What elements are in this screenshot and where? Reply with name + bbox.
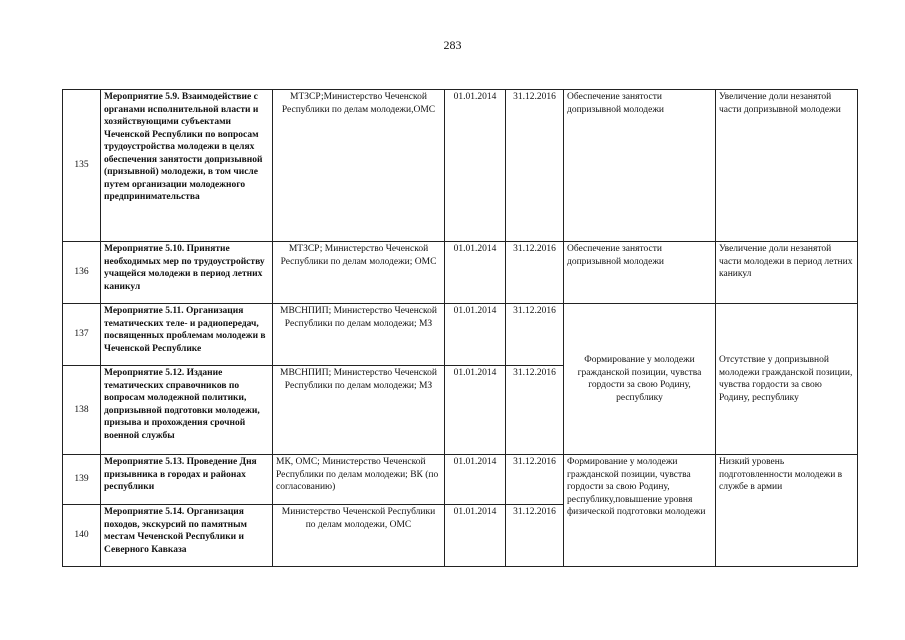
start-date-cell: 01.01.2014 [445, 505, 506, 567]
end-date-cell: 31.12.2016 [506, 90, 564, 242]
event-cell: Мероприятие 5.11. Организация тематических теле- и радиопередач, посвященных проблемам молодежи в Чеченской Республике [101, 304, 273, 366]
row-number: 136 [63, 242, 101, 304]
indicator-cell: Увеличение доли незанятой части молодежи в период летних каникул [716, 242, 858, 304]
merged-result-cell: Формирование у молодежи гражданской позиции, чувства гордости за свою Родину, республику,повышение уровня физической подготовки молодежи [564, 455, 716, 567]
event-cell: Мероприятие 5.14. Организация походов, экскурсий по памятным местам Чеченской Республики и Северного Кавказа [101, 505, 273, 567]
start-date-cell: 01.01.2014 [445, 90, 506, 242]
start-date-cell: 01.01.2014 [445, 242, 506, 304]
row-number: 140 [63, 505, 101, 567]
table-row-136 [63, 242, 858, 304]
row-number: 138 [63, 366, 101, 455]
start-date-cell: 01.01.2014 [445, 455, 506, 505]
end-date-cell: 31.12.2016 [506, 455, 564, 505]
end-date-cell: 31.12.2016 [506, 304, 564, 366]
row-number: 137 [63, 304, 101, 366]
executor-cell: МТЗСР;Министерство Чеченской Республики по делам молодежи,ОМС [273, 90, 445, 242]
event-cell: Мероприятие 5.9. Взаимодействие с органами исполнительной власти и хозяйствующими субъектами Чеченской Республики по вопросам трудоустройства молодежи в целях обеспечения занятости допризывной (призывной) молодежи, в том числе путем организации молодежного предпринимательства [101, 90, 273, 242]
table-row-137 [63, 304, 858, 366]
indicator-cell: Увеличение доли незанятой части допризывной молодежи [716, 90, 858, 242]
end-date-cell: 31.12.2016 [506, 242, 564, 304]
event-cell: Мероприятие 5.13. Проведение Дня призывника в городах и районах республики [101, 455, 273, 505]
table-row-139 [63, 455, 858, 505]
result-cell: Обеспечение занятости допризывной молодежи [564, 242, 716, 304]
merged-result-cell: Формирование у молодежи гражданской позиции, чувства гордости за свою Родину, республику [564, 304, 716, 455]
end-date-cell: 31.12.2016 [506, 505, 564, 567]
row-number: 135 [63, 90, 101, 242]
merged-indicator-cell: Отсутствие у допризывной молодежи гражданской позиции, чувства гордости за свою Родину, республику [716, 304, 858, 455]
executor-cell: МТЗСР; Министерство Чеченской Республики по делам молодежи; ОМС [273, 242, 445, 304]
program-table [62, 89, 858, 567]
table-row-135 [63, 90, 858, 242]
event-cell: Мероприятие 5.12. Издание тематических справочников по вопросам молодежной политики, допризывной подготовки молодежи, призыва и прохождения срочной военной службы [101, 366, 273, 455]
executor-cell: МК, ОМС; Министерство Чеченской Республики по делам молодежи; ВК (по согласованию) [273, 455, 445, 505]
executor-cell: МВСНПИП; Министерство Чеченской Республики по делам молодежи; МЗ [273, 366, 445, 455]
page-number: 283 [443, 38, 462, 52]
executor-cell: Министерство Чеченской Республики по делам молодежи, ОМС [273, 505, 445, 567]
merged-indicator-cell: Низкий уровень подготовленности молодежи в службе в армии [716, 455, 858, 567]
result-cell: Обеспечение занятости допризывной молодежи [564, 90, 716, 242]
start-date-cell: 01.01.2014 [445, 304, 506, 366]
event-cell: Мероприятие 5.10. Принятие необходимых мер по трудоустройству учащейся молодежи в период летних каникул [101, 242, 273, 304]
executor-cell: МВСНПИП; Министерство Чеченской Республики по делам молодежи; МЗ [273, 304, 445, 366]
row-number: 139 [63, 455, 101, 505]
start-date-cell: 01.01.2014 [445, 366, 506, 455]
end-date-cell: 31.12.2016 [506, 366, 564, 455]
